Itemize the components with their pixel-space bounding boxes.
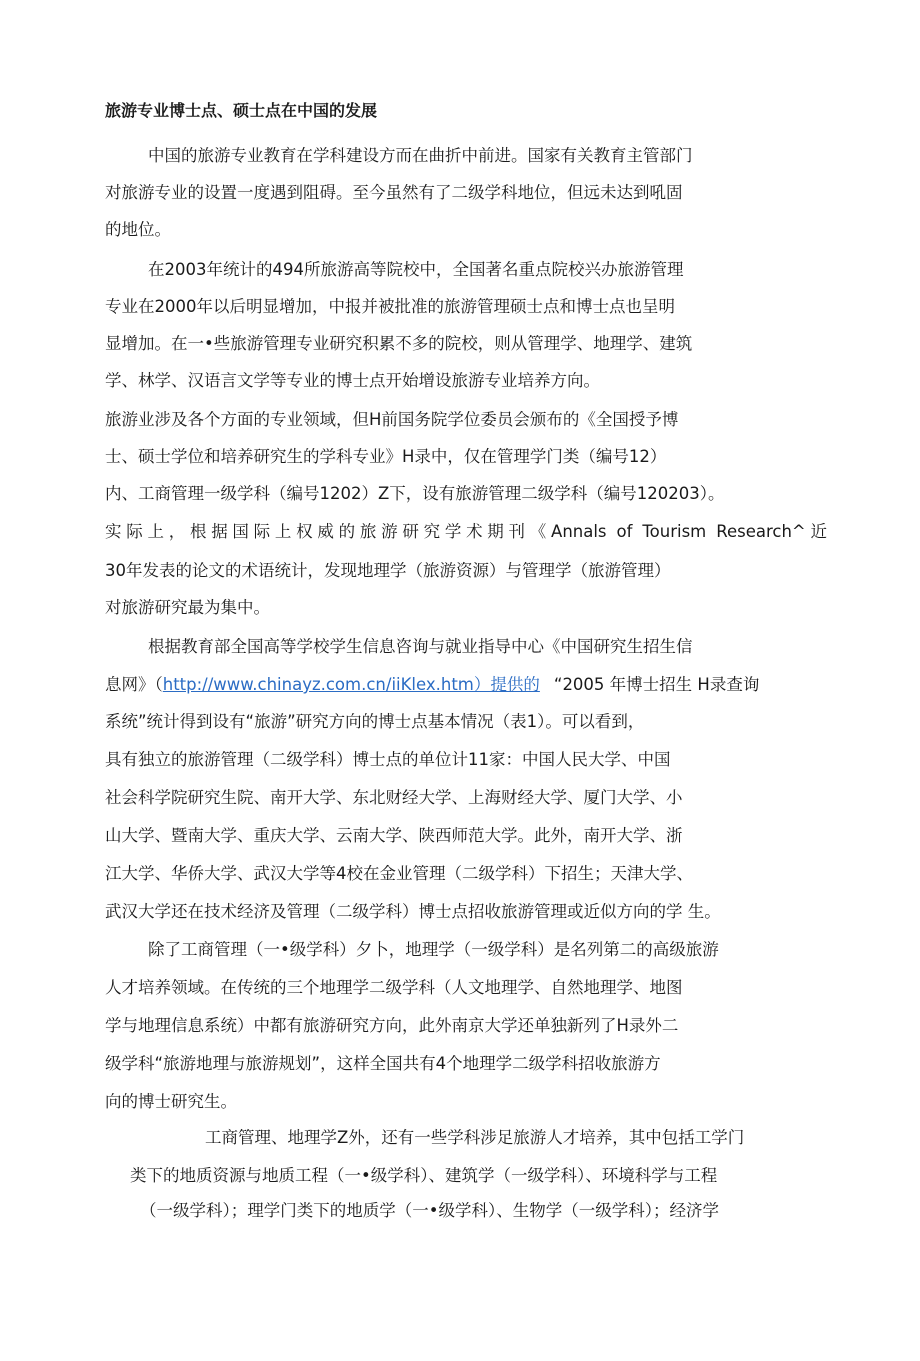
p4-line-5: 社会科学院研究生院、南开大学、东北财经大学、上海财经大学、厦门大学、小 bbox=[105, 788, 683, 807]
p6-line-2: 类下的地质资源与地质工程（一•级学科）、建筑学（一级学科）、环境科学与工程 bbox=[130, 1166, 718, 1185]
p2-line-4: 学、林学、汉语言文学等专业的博士点开始增设旅游专业培养方向。 bbox=[105, 371, 600, 390]
p3-line-3: 内、工商管理一级学科（编号1202）Z下，设有旅游管理二级学科（编号120203）。 bbox=[105, 484, 725, 503]
p1-line-2: 对旅游专业的设置一度遇到阻碍。至今虽然有了二级学科地位，但远未达到吼固 bbox=[105, 183, 683, 202]
p5-line-5: 向的博士研究生。 bbox=[105, 1092, 237, 1111]
p5-line-3: 学与地理信息系统）中都有旅游研究方向，此外南京大学还单独新列了H录外二 bbox=[105, 1016, 679, 1035]
p1-line-1: 中国的旅游专业教育在学科建设方而在曲折中前进。国家有关教育主管部门 bbox=[148, 146, 693, 165]
p5-line-1: 除了工商管理（一•级学科）夕卜，地理学（一级学科）是名列第二的高级旅游 bbox=[148, 940, 719, 959]
p4-line-8: 武汉大学还在技术经济及管理（二级学科）博士点招收旅游管理或近似方向的学 生。 bbox=[105, 902, 721, 921]
p1-line-3: 的地位。 bbox=[105, 220, 171, 239]
p3-line-1: 旅游业涉及各个方面的专业领域，但H前国务院学位委员会颁布的《全国授予博 bbox=[105, 410, 679, 429]
document-title: 旅游专业博士点、硕士点在中国的发展 bbox=[105, 101, 378, 120]
p6-line-3: （一级学科）；理学门类下的地质学（一•级学科）、生物学（一级学科）；经济学 bbox=[140, 1201, 719, 1220]
p4-line-3: 系统”统计得到设有“旅游”研究方向的博士点基本情况（表1）。可以看到， bbox=[105, 712, 645, 731]
p4-line-4: 具有独立的旅游管理（二级学科）博士点的单位计11家：中国人民大学、中国 bbox=[105, 750, 671, 769]
p2-line-1: 在2003年统计的494所旅游高等院校中，全国著名重点院校兴办旅游管理 bbox=[148, 260, 684, 279]
p4-line-6: 山大学、暨南大学、重庆大学、云南大学、陕西师范大学。此外，南开大学、浙 bbox=[105, 826, 683, 845]
p4-line-2-after: “2005 年博士招生 H录查询 bbox=[553, 675, 760, 694]
chinayz-link[interactable]: http://www.chinayz.com.cn/iiKlex.htm）提供的 bbox=[162, 675, 540, 694]
p4-line-7: 江大学、华侨大学、武汉大学等4校在金业管理（二级学科）下招生；天津大学、 bbox=[105, 864, 693, 883]
p6-line-1: 工商管理、地理学Z外，还有一些学科涉足旅游人才培养，其中包括工学门 bbox=[205, 1128, 745, 1147]
p4-line-2 bbox=[105, 675, 759, 695]
p4-line-1: 根据教育部全国高等学校学生信息咨询与就业指导中心《中国研究生招生信 bbox=[148, 637, 693, 656]
p3-line-2: 士、硕士学位和培养研究生的学科专业》H录中，仅在管理学门类（编号12） bbox=[105, 447, 667, 466]
p5-line-2: 人才培养领域。在传统的三个地理学二级学科（人文地理学、自然地理学、地图 bbox=[105, 978, 683, 997]
p3-line-4: 实际上，根据国际上权威的旅游研究学术期刊《Annals of Tourism Research^近 bbox=[105, 522, 827, 541]
p3-line-5: 30年发表的论文的术语统计，发现地理学（旅游资源）与管理学（旅游管理） bbox=[105, 561, 671, 580]
p4-line-2-before: 息网》（ bbox=[105, 675, 163, 694]
p5-line-4: 级学科“旅游地理与旅游规划”，这样全国共有4个地理学二级学科招收旅游方 bbox=[105, 1054, 661, 1073]
p2-line-3: 显增加。在一•些旅游管理专业研究积累不多的院校，则从管理学、地理学、建筑 bbox=[105, 334, 693, 353]
p3-line-6: 对旅游研究最为集中。 bbox=[105, 598, 270, 617]
p2-line-2: 专业在2000年以后明显增加，中报并被批准的旅游管理硕士点和博士点也呈明 bbox=[105, 297, 675, 316]
